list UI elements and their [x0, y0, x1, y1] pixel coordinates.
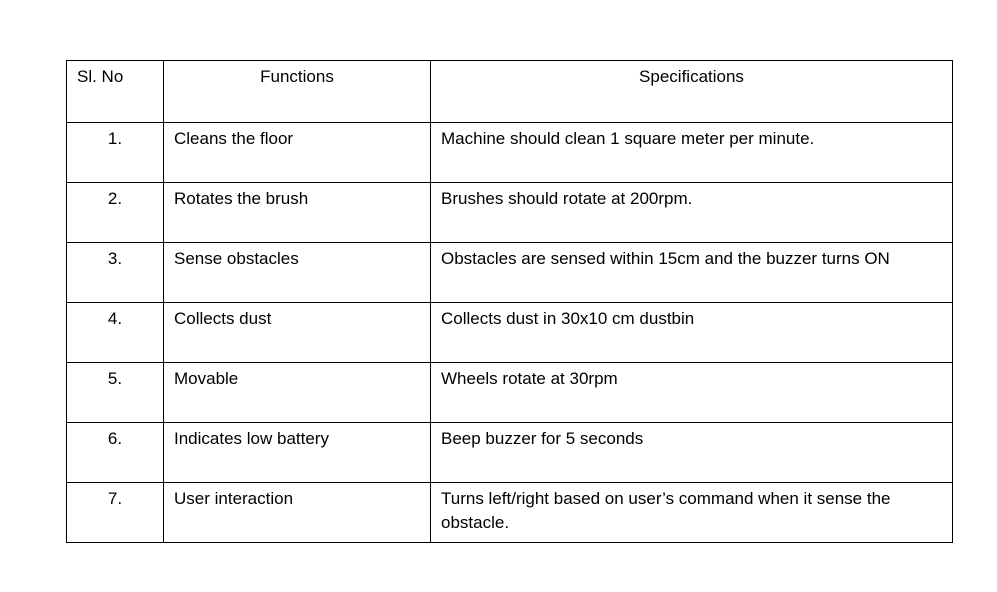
table-row: [67, 183, 953, 243]
cell-function: Indicates low battery: [164, 423, 431, 483]
cell-function: Rotates the brush: [164, 183, 431, 243]
table-row: [67, 303, 953, 363]
cell-sl-no: 4.: [67, 303, 164, 363]
cell-sl-no: 6.: [67, 423, 164, 483]
cell-specification: Brushes should rotate at 200rpm.: [431, 183, 953, 243]
cell-sl-no: 1.: [67, 123, 164, 183]
table-row: [67, 483, 953, 543]
cell-function: Collects dust: [164, 303, 431, 363]
table-header-row: [67, 61, 953, 123]
cell-function: Sense obstacles: [164, 243, 431, 303]
cell-sl-no: 2.: [67, 183, 164, 243]
header-specifications: Specifications: [431, 61, 953, 123]
table-row: [67, 363, 953, 423]
header-functions: Functions: [164, 61, 431, 123]
cell-sl-no: 7.: [67, 483, 164, 543]
cell-sl-no: 5.: [67, 363, 164, 423]
cell-function: Movable: [164, 363, 431, 423]
table-row: [67, 123, 953, 183]
cell-specification: Machine should clean 1 square meter per minute.: [431, 123, 953, 183]
cell-specification: Beep buzzer for 5 seconds: [431, 423, 953, 483]
cell-specification: Collects dust in 30x10 cm dustbin: [431, 303, 953, 363]
specifications-table: [66, 60, 953, 543]
table-row: [67, 243, 953, 303]
cell-specification: Turns left/right based on user’s command when it sense the obstacle.: [431, 483, 953, 543]
cell-function: Cleans the floor: [164, 123, 431, 183]
cell-specification: Obstacles are sensed within 15cm and the buzzer turns ON: [431, 243, 953, 303]
cell-sl-no: 3.: [67, 243, 164, 303]
cell-function: User interaction: [164, 483, 431, 543]
table-row: [67, 423, 953, 483]
cell-specification: Wheels rotate at 30rpm: [431, 363, 953, 423]
header-sl-no: Sl. No: [67, 61, 164, 123]
